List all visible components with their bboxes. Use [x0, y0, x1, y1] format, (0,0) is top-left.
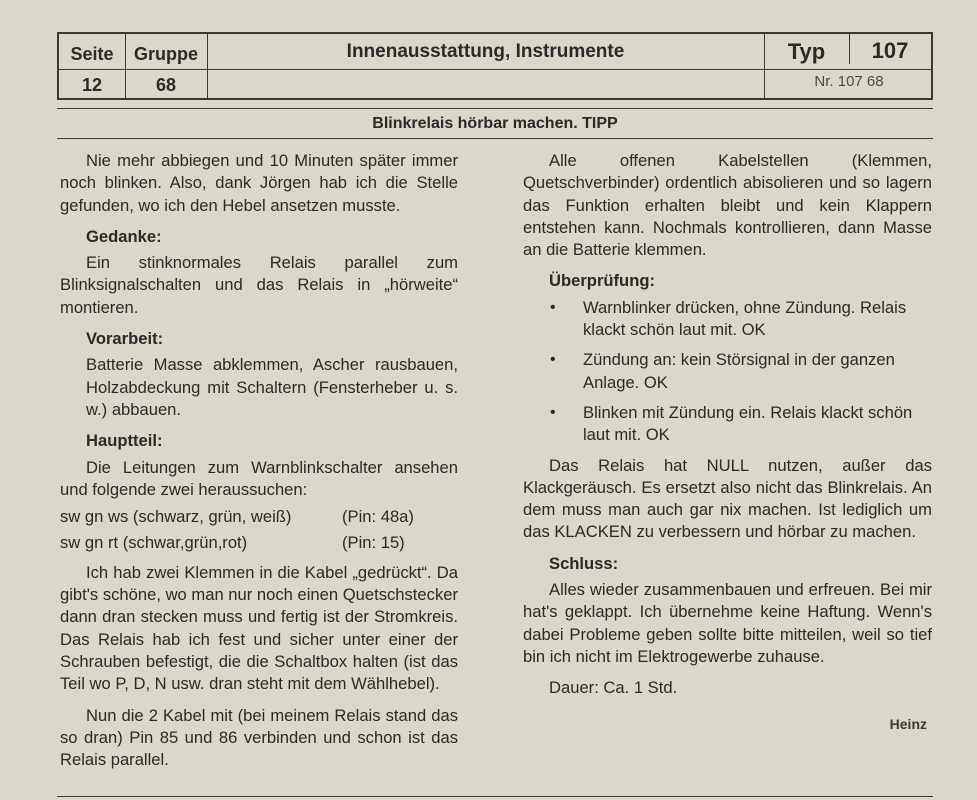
- signature: Heinz: [889, 716, 927, 732]
- offen-paragraph: Alle offenen Kabelstellen (Klemmen, Quetschverbinder) ordentlich abisolieren und so lagern das Funktion erhalten bleibt und kein Klappern entstehen kann. Nochmals kontrollieren, dann Masse an die Batterie klemmen.: [523, 151, 932, 260]
- wire-row-1: [60, 506, 458, 528]
- header-title: Innenausstattung, Instrumente: [346, 41, 625, 62]
- bullet-icon: •: [550, 351, 556, 369]
- gedanke-paragraph: Ein stinknormales Relais parallel zum Blinksignalschalten und das Relais in „hörweite“ montieren.: [60, 253, 458, 317]
- gruppe-label: Gruppe: [133, 43, 198, 64]
- typ-label: Typ: [787, 39, 826, 64]
- seite-value: 12: [81, 74, 103, 95]
- kabel-paragraph: Nun die 2 Kabel mit (bei meinem Relais stand das so dran) Pin 85 und 86 verbinden und schon ist das Relais parallel.: [60, 705, 458, 770]
- klemmen-paragraph: Ich hab zwei Klemmen in die Kabel „gedrückt“. Da gibt's schöne, wo man nur noch einen Quetschstecker dann dran stecken muss und fertig ist der Stromkreis. Das Relais hab ich fest und sicher unter einer der Schrauben befestigt, die die Schaltbox halten (ist das Teil wo P, D, N usw. dran steht mit dem Wählhebel).: [60, 562, 458, 694]
- pin-2: (Pin: 15): [342, 533, 405, 553]
- pruefung-heading: Überprüfung:: [549, 271, 655, 291]
- subtitle: Blinkrelais hörbar machen. TIPP: [372, 115, 618, 132]
- list-item: • Warnblinker drücken, ohne Zündung. Relais klackt schön laut mit. OK: [550, 297, 907, 340]
- schluss-paragraph: Alles wieder zusammenbauen und erfreuen. Bei mir hat's geklappt. Ich übernehme keine Haftung. Wenn's dabei Probleme geben sollte bitte mitteilen, weil so tief bin ich nicht im Elektrogewerbe zuhause.: [523, 580, 932, 666]
- dauer-line: Dauer: Ca. 1 Std.: [549, 678, 678, 698]
- gruppe-value: 68: [155, 74, 177, 95]
- right-column: [523, 150, 932, 709]
- pruefung-list: [523, 297, 932, 447]
- left-column: [60, 150, 458, 780]
- wire-row-2: [60, 532, 458, 554]
- list-item: • Blinken mit Zündung ein. Relais klackt schön laut mit. OK: [550, 402, 913, 445]
- gedanke-heading: Gedanke:: [86, 226, 162, 246]
- wire-1: sw gn ws (schwarz, grün, weiß): [60, 507, 292, 527]
- pin-1: (Pin: 48a): [342, 507, 414, 527]
- wire-2: sw gn rt (schwar,grün,rot): [60, 533, 248, 553]
- null-paragraph: Das Relais hat NULL nutzen, außer das Klackgeräusch. Es ersetzt also nicht das Blinkrelais. An dem muss man auch gar nix machen. Ist lediglich um das KLACKEN zu verbessern und hörbar zu machen.: [523, 455, 932, 542]
- bullet-icon: •: [550, 403, 556, 421]
- intro-paragraph: Nie mehr abbiegen und 10 Minuten später immer noch blinken. Also, dank Jörgen hab ich die Stelle gefunden, wo ich den Hebel ansetzen musste.: [60, 151, 458, 215]
- hauptteil-paragraph: Die Leitungen zum Warnblinkschalter ansehen und folgende zwei heraussuchen:: [60, 457, 458, 499]
- list-item: • Zündung an: kein Störsignal in der ganzen Anlage. OK: [550, 350, 895, 392]
- rule-bottom: [57, 796, 933, 797]
- nr-value: Nr. 107 68: [814, 72, 884, 90]
- rule-top: [57, 108, 933, 109]
- header-table: [57, 32, 933, 100]
- rule-under-subtitle: [57, 138, 933, 139]
- vorarbeit-heading: Vorarbeit:: [86, 329, 164, 349]
- typ-value: 107: [871, 38, 909, 63]
- hauptteil-heading: Hauptteil:: [86, 431, 163, 451]
- schluss-heading: Schluss:: [549, 553, 619, 573]
- vorarbeit-paragraph: Batterie Masse abklemmen, Ascher rausbauen, Holzabdeckung mit Schaltern (Fensterheber u. s. w.) abbauen.: [86, 355, 458, 419]
- bullet-icon: •: [550, 298, 556, 316]
- seite-label: Seite: [70, 43, 114, 64]
